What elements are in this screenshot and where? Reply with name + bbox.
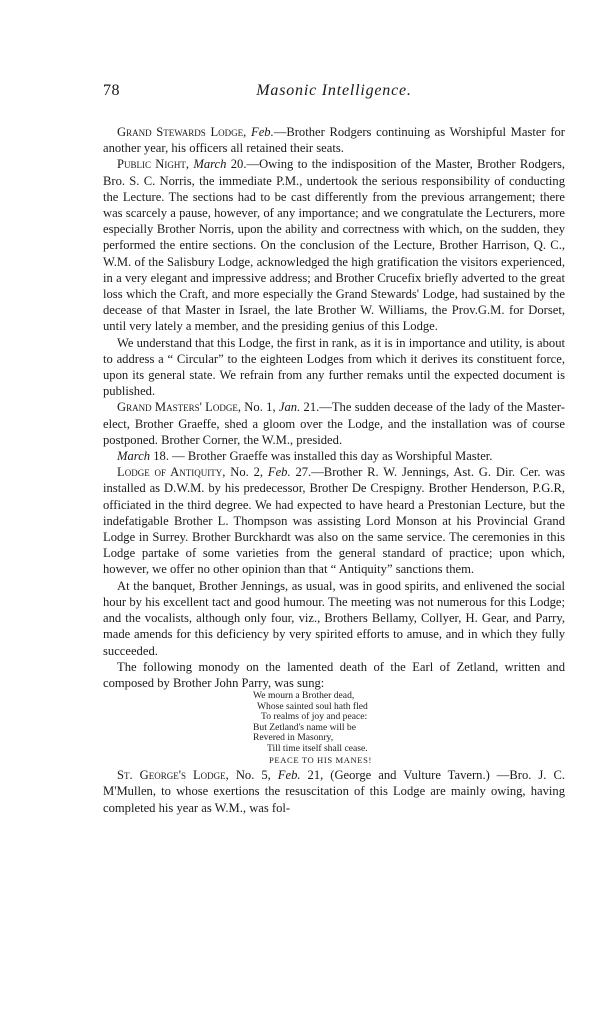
paragraph-st-george xyxy=(103,767,565,816)
lodge-heading: St. George's Lodge, xyxy=(117,768,229,783)
date: Jan. xyxy=(278,400,301,415)
lodge-number: No. 5, xyxy=(228,768,278,783)
lodge-number: No. 1, xyxy=(241,400,279,415)
lodge-heading: Lodge of Antiquity, xyxy=(117,465,226,480)
paragraph-antiquity xyxy=(103,464,565,577)
lodge-heading: Grand Stewards Lodge, xyxy=(117,125,247,139)
date: Feb. xyxy=(267,465,291,480)
paragraph-monody-intro: The following monody on the lamented death of the Earl of Zetland, written and composed by Brother John Parry, was sung: xyxy=(103,659,565,690)
paragraph-grand-masters xyxy=(103,399,565,448)
paragraph-installation xyxy=(103,448,565,464)
page-number: 78 xyxy=(103,82,120,99)
paragraph-text: —Brother Rodgers continuing as Worshipful Master for another year, his officers all retained their seats. xyxy=(103,125,565,156)
date: Feb. xyxy=(251,125,274,139)
poem-line: We mourn a Brother dead, xyxy=(253,690,355,702)
date: March xyxy=(117,449,151,464)
paragraph-public-night xyxy=(103,156,565,334)
article-body xyxy=(103,124,565,816)
paragraph-circular: We understand that this Lodge, the first in rank, as it is in importance and utility, is about to address a “ Circular” to the eighteen Lodges from which it derives its constituent force, upon its general state. We refrain from any further remaks until the expected document is published. xyxy=(103,335,565,399)
date: Feb. xyxy=(277,768,301,783)
paragraph-text: 21.—The sudden decease of the lady of the Master-elect, Brother Graeffe, shed a gloom over the Lodge, and the installation was of course postponed. Brother Corner, the W.M., presided. xyxy=(103,400,565,447)
poem-closing-line: PEACE TO HIS MANES! xyxy=(269,754,372,765)
lodge-number: No. 2, xyxy=(225,465,268,480)
poem-line: Revered in Masonry, xyxy=(253,732,334,744)
lodge-heading: Grand Masters' Lodge, xyxy=(117,400,242,415)
poem-line: But Zetland's name will be xyxy=(253,721,356,733)
paragraph-grand-stewards xyxy=(103,124,565,156)
paragraph-text: 20.—Owing to the indisposition of the Master, Brother Rodgers, Bro. S. C. Norris, the immediate P.M., undertook the serious responsibility of conducting the Lecture. The sections had to be cast differently from the previous arrangement; there was scarcely a pause, however, of any importance; and we congratulate the Lecturers, more especially Brother Norris, upon the ability and correctness with which, on the sudden, they performed the entire sections. On the conclusion of the Lecture, Brother Harrison, Q. C., W.M. of the Salisbury Lodge, acknowledged the high gratification the visitors experienced, in a very elegant and impressive address; and Brother Crucefix briefly adverted to the great loss which the Craft, and more especially the Grand Stewards' Lodge, had sustained by the decease of that Master in Israel, the late Brother W. Williams, the Prov.G.M. for Dorset, until very lately a member, and the presiding genius of this Lodge. xyxy=(103,157,565,334)
date: March xyxy=(193,157,227,172)
poem-line: To realms of joy and peace: xyxy=(261,711,368,723)
section-heading: Public Night, xyxy=(117,157,190,172)
page-header xyxy=(103,82,565,104)
poem-line: Till time itself shall cease. xyxy=(267,743,368,755)
paragraph-banquet: At the banquet, Brother Jennings, as usual, was in good spirits, and enlivened the social hour by his excellent tact and good humour. The meeting was not numerous for this Lodge; and the vocalists, although only four, viz., Brothers Bellamy, Collyer, H. Gear, and Parry, made amends for this deficiency by very spirited efforts to amuse, and in which they fully succeeded. xyxy=(103,578,565,658)
paragraph-text: 18. — Brother Graeffe was installed this day as Worshipful Master. xyxy=(150,449,493,464)
poem-line: Whose sainted soul hath fled xyxy=(257,700,368,712)
paragraph-text: 27.—Brother R. W. Jennings, Ast. G. Dir. Cer. was installed as D.W.M. by his predecessor, Brother De Crespigny. Brother Henderson, P.G.R, officiated in the third degree. We had expected to have heard a Prestonian Lecture, but the indefatigable Brother L. Thompson was assisting Lord Monson at his Provincial Grand Lodge in Surrey. Brother Burckhardt was also on the same service. The ceremonies in this Lodge partake of some varieties from the general standard of practice; upon which, however, we offer no other opinion than that “ Antiquity” sanctions them. xyxy=(103,465,565,577)
running-head: Masonic Intelligence. xyxy=(256,82,412,99)
paragraph-text: 21, (George and Vulture Tavern.) —Bro. J. C. M'Mullen, to whose exertions the resuscitation of this Lodge are mainly owing, having completed his year as W.M., was fol- xyxy=(103,768,565,815)
monody-poem xyxy=(103,691,565,765)
